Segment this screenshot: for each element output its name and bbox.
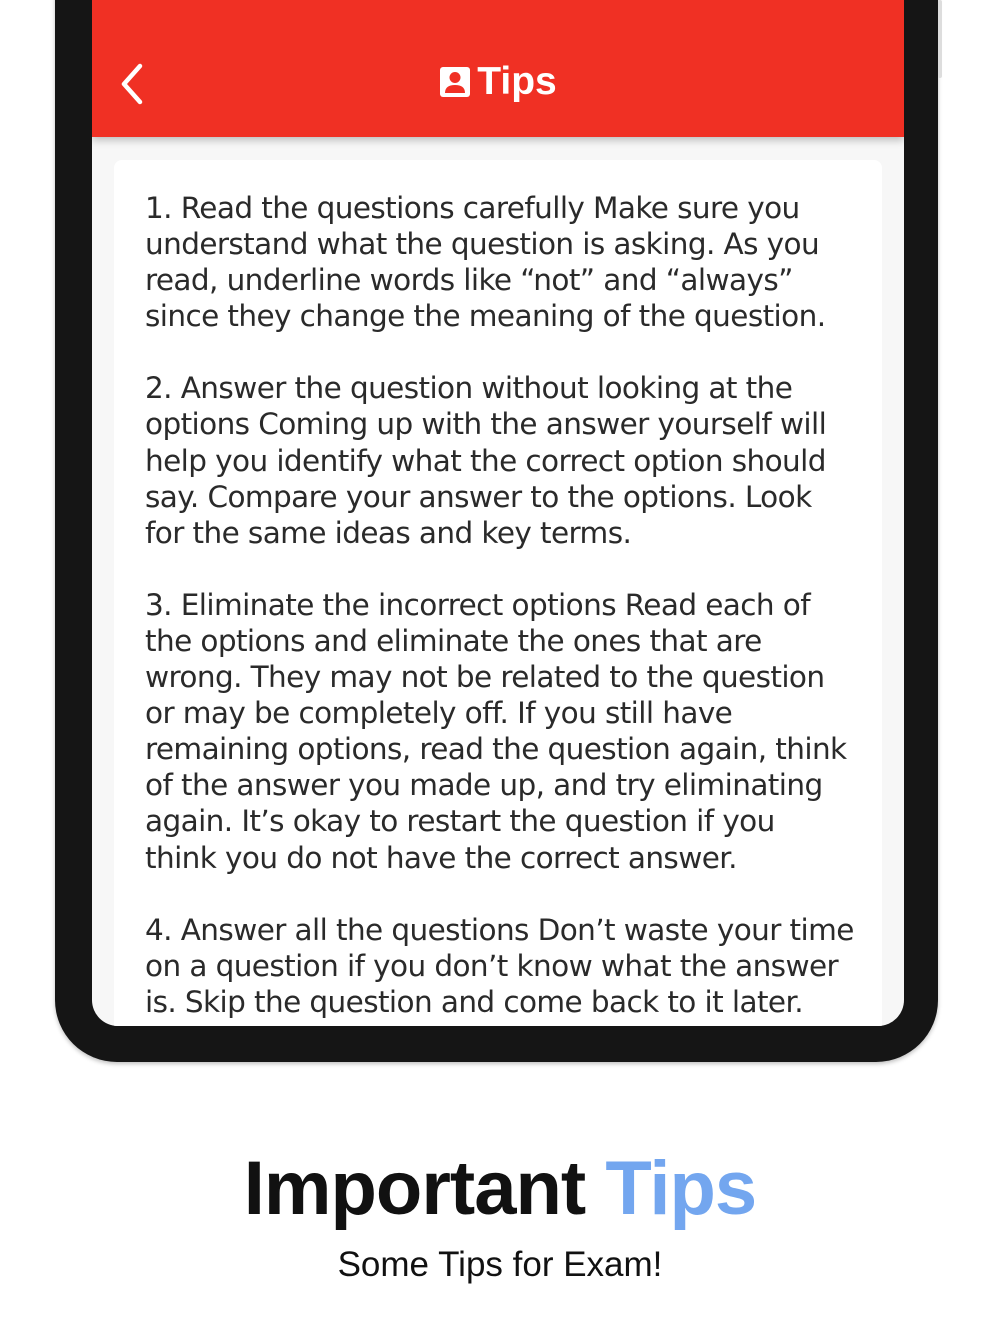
promo-subtitle: Some Tips for Exam! [337, 1245, 663, 1284]
tip-line: say. Compare your answer to the options. Look [145, 479, 812, 514]
phone-side-button [938, 0, 942, 78]
tip-line: 1. Read the questions carefully Make sure you [145, 191, 800, 225]
tip-line: 4. Answer all the questions Don’t waste your time [145, 912, 854, 947]
tip-line: wrong. They may not be related to the question [145, 660, 825, 695]
tip-line: since they change the meaning of the question. [145, 299, 826, 334]
tip-line: think you do not have the correct answer. [145, 840, 737, 875]
tip-line: remaining options, read the question again, think [145, 732, 847, 767]
tip-line: the options and eliminate the ones that are [145, 623, 762, 658]
tip-line: is. Skip the question and come back to it later. [145, 984, 804, 1019]
tip-paragraph [145, 587, 854, 876]
promo-headline [0, 1145, 1000, 1232]
contact-card-icon [439, 66, 471, 98]
page-title [92, 60, 904, 104]
tip-line: options Coming up with the answer yourself will [145, 407, 827, 442]
tips-card [114, 160, 882, 1026]
tip-line: 3. Eliminate the incorrect options Read each of [145, 587, 810, 622]
tip-line: on a question if you don’t know what the answer [145, 948, 839, 983]
app-header [92, 0, 904, 137]
tip-line: understand what the question is asking. As you [145, 227, 820, 262]
page-title-text: Tips [477, 60, 557, 103]
tip-line: help you identify what the correct option should [145, 443, 826, 478]
tip-paragraph [145, 190, 854, 334]
tip-line: for the same ideas and key terms. [145, 515, 632, 550]
tip-line: or may be completely off. If you still have [145, 696, 733, 731]
tip-line: read, underline words like “not” and “always” [145, 263, 793, 298]
tip-line: again. It’s okay to restart the question if you [145, 804, 775, 839]
tips-content [145, 190, 854, 1026]
tip-paragraph [145, 370, 854, 550]
headline-main: Important [243, 1146, 586, 1231]
app-screen [92, 0, 904, 1026]
tip-line: 2. Answer the question without looking at the [145, 371, 793, 406]
headline-accent: Tips [605, 1146, 757, 1231]
tip-line: of the answer you made up, and try eliminating [145, 768, 823, 803]
tip-paragraph [145, 912, 854, 1020]
